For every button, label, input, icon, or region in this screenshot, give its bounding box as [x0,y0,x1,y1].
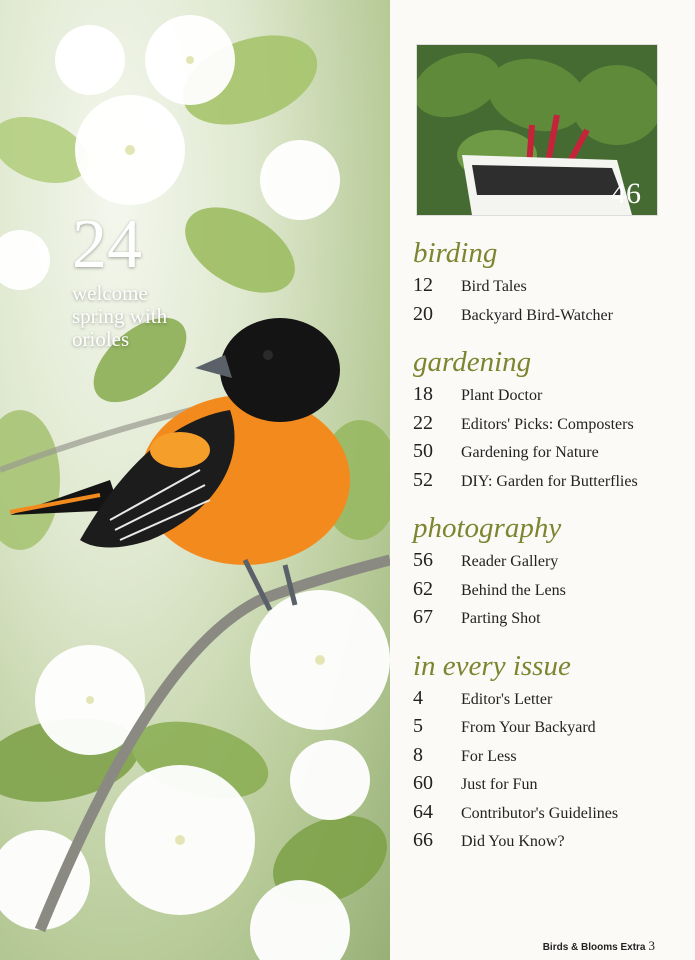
toc-section-photography [413,511,688,635]
entry-title: Parting Shot [461,610,541,627]
toc-entry[interactable] [413,383,688,412]
entry-title: Behind the Lens [461,581,566,599]
entry-title: Plant Doctor [461,387,543,404]
entry-page: 60 [413,772,433,794]
entry-page: 52 [413,468,433,491]
feature-callout [72,206,168,351]
feature-caption-line: spring with [72,304,168,328]
feature-caption-line: welcome [72,281,148,305]
entry-page: 64 [413,800,433,823]
section-title: birding [413,237,498,269]
entry-title: Contributor's Guidelines [461,804,619,822]
entry-page: 12 [413,274,433,296]
footer-page-number: 3 [648,938,655,953]
toc-entry[interactable] [413,606,688,635]
entry-page: 18 [413,383,433,405]
entry-title: Editors' Picks: Composters [461,415,634,433]
thumbnail-page-number: 46 [611,177,641,210]
toc-section-in-every-issue [413,649,688,858]
toc-entry[interactable] [413,469,688,498]
entry-title: Editor's Letter [461,690,553,708]
entry-page: 62 [413,577,433,600]
feature-page-number: 24 [72,206,142,283]
toc-entry[interactable] [413,274,688,303]
toc-entry[interactable] [413,549,688,578]
entry-page: 50 [413,440,433,462]
section-title: gardening [413,346,532,378]
toc-section-gardening [413,345,688,497]
toc-entry[interactable] [413,578,688,607]
entry-title: Reader Gallery [461,553,559,570]
entry-page: 67 [413,606,433,628]
toc-section-birding [413,236,688,331]
toc-entry[interactable] [413,412,688,441]
entry-title: DIY: Garden for Butterflies [461,472,638,490]
entry-title: Just for Fun [461,776,538,793]
feature-caption [72,282,167,351]
entry-page: 5 [413,715,423,737]
page-footer [543,938,655,954]
toc-entry[interactable] [413,744,688,773]
entry-page: 22 [413,411,433,434]
entry-title: Did You Know? [461,833,565,850]
chard-thumbnail [416,44,658,216]
magazine-name: Birds & Blooms Extra [542,942,646,953]
toc-entry[interactable] [413,772,688,801]
entry-page: 20 [413,302,433,325]
entry-title: For Less [461,747,517,765]
entry-page: 56 [413,549,433,571]
entry-title: From Your Backyard [461,719,596,736]
toc-entry[interactable] [413,715,688,744]
entry-page: 8 [413,743,423,766]
table-of-contents [413,236,688,872]
toc-entry[interactable] [413,303,688,332]
toc-entry[interactable] [413,829,688,858]
section-title: in every issue [413,649,571,682]
section-title: photography [413,512,562,544]
toc-entry[interactable] [413,440,688,469]
entry-title: Bird Tales [461,278,527,295]
entry-title: Gardening for Nature [461,444,599,461]
entry-page: 4 [413,686,423,709]
toc-entry[interactable] [413,687,688,716]
toc-entry[interactable] [413,801,688,830]
entry-page: 66 [413,829,433,851]
entry-title: Backyard Bird-Watcher [461,306,613,324]
feature-caption-line: orioles [72,327,130,351]
oriole [10,318,350,610]
